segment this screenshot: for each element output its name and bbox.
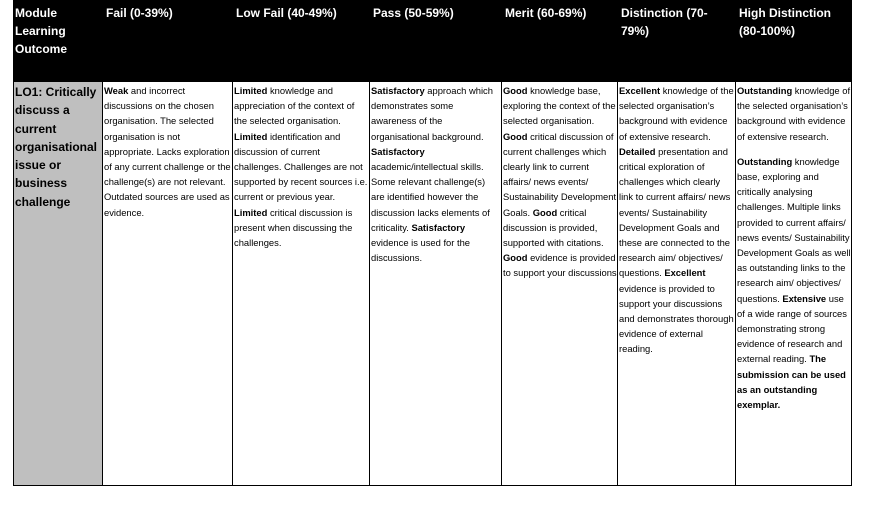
header-high-distinction: High Distinction (80-100%): [736, 1, 852, 82]
criteria-emphasis: Weak: [104, 85, 129, 96]
criteria-emphasis: Extensive: [782, 292, 827, 304]
criteria-paragraph: [619, 83, 735, 357]
criteria-text: knowledge base, exploring and critically analysing challenges. Multiple links provided to current affairs/ news events/ Sustainability Development Goals as well as outstanding links to the research aim/ objectives/ questions.: [737, 155, 851, 304]
criteria-paragraph: [371, 83, 501, 265]
header-merit: Merit (60-69%): [502, 1, 618, 82]
criteria-emphasis: Excellent: [619, 85, 661, 96]
criteria-paragraph: [503, 83, 617, 281]
criteria-emphasis: Limited: [234, 206, 268, 218]
rubric-table: [13, 0, 852, 486]
criteria-text: approach which demonstrates some awareness of the organisational background.: [371, 85, 493, 142]
criteria-emphasis: Limited: [234, 130, 268, 142]
criteria-text: academic/intellectual skills. Some relevant challenge(s) are identified however the discussion lacks elements of criticality.: [371, 161, 490, 233]
criteria-emphasis: Good: [532, 206, 558, 218]
criteria-text: identification and discussion of current challenges. Challenges are not supported by recent sources i.e. current or previous year.: [234, 130, 368, 203]
criteria-cell-high-distinction: [736, 82, 852, 486]
criteria-emphasis: Detailed: [619, 145, 656, 157]
criteria-emphasis: Good: [503, 252, 528, 264]
criteria-emphasis: Satisfactory: [371, 145, 425, 157]
criteria-text: evidence is used for the discussions.: [371, 237, 471, 264]
criteria-text: critical discussion is provided, supported with citations.: [503, 206, 604, 249]
criteria-text: evidence is provided to support your discussions and demonstrates thorough evidence of external reading.: [619, 282, 734, 355]
criteria-text: use of a wide range of sources demonstrating strong evidence of research and external reading.: [737, 292, 847, 365]
criteria-text: knowledge of the selected organisation’s background with evidence of extensive research.: [619, 85, 734, 142]
criteria-text: knowledge of the selected organisation’s background with evidence of extensive research.: [737, 85, 851, 142]
rubric-body: [14, 82, 852, 486]
header-distinction: Distinction (70-79%): [618, 1, 736, 82]
criteria-emphasis: Outstanding: [737, 85, 793, 96]
criteria-text: knowledge and appreciation of the context of the selected organisation.: [234, 85, 355, 127]
criteria-paragraph: [737, 83, 851, 144]
criteria-paragraph: [104, 83, 232, 220]
criteria-emphasis: Good: [503, 130, 528, 142]
criteria-text: critical discussion is present when discussing the challenges.: [234, 206, 353, 249]
criteria-cell-merit: [502, 82, 618, 486]
learning-outcome-cell: LO1: Critically discuss a current organisational issue or business challenge: [14, 82, 103, 486]
rubric-header: [14, 1, 852, 82]
criteria-emphasis: Limited: [234, 85, 268, 96]
table-row: [14, 82, 852, 486]
criteria-text: knowledge base, exploring the context of the selected organisation.: [503, 85, 616, 127]
criteria-cell-distinction: [618, 82, 736, 486]
criteria-paragraph: [737, 154, 851, 412]
criteria-text: and incorrect discussions on the chosen organisation. The selected organisation is not appropriate. Lacks exploration of any current challenge or the challenge(s) are not relevant. Outdated sources are used as evidence.: [104, 85, 231, 218]
criteria-cell-pass: [370, 82, 502, 486]
criteria-emphasis: Satisfactory: [371, 85, 425, 96]
header-row: [14, 1, 852, 82]
criteria-emphasis: Outstanding: [737, 155, 793, 167]
criteria-paragraph: [234, 83, 369, 250]
criteria-cell-fail: [103, 82, 233, 486]
criteria-emphasis: Excellent: [664, 267, 706, 279]
header-fail: Fail (0-39%): [103, 1, 233, 82]
criteria-text: critical discussion of current challenges which clearly link to current affairs/ news events/ Sustainability Development Goals.: [503, 130, 617, 218]
criteria-emphasis: The submission can be used as an outstanding exemplar.: [737, 353, 846, 411]
criteria-emphasis: Good: [503, 85, 528, 96]
header-learning-outcome: Module Learning Outcome: [14, 1, 103, 82]
header-low-fail: Low Fail (40-49%): [233, 1, 370, 82]
criteria-text: evidence is provided to support your discussions: [503, 252, 617, 279]
header-pass: Pass (50-59%): [370, 1, 502, 82]
criteria-emphasis: Satisfactory: [411, 221, 466, 233]
criteria-cell-low-fail: [233, 82, 370, 486]
criteria-text: presentation and critical exploration of challenges which clearly link to current affairs/ news events/ Sustainability Development Goals and these are connected to the research aim/ objectives/ questions.: [619, 145, 731, 279]
